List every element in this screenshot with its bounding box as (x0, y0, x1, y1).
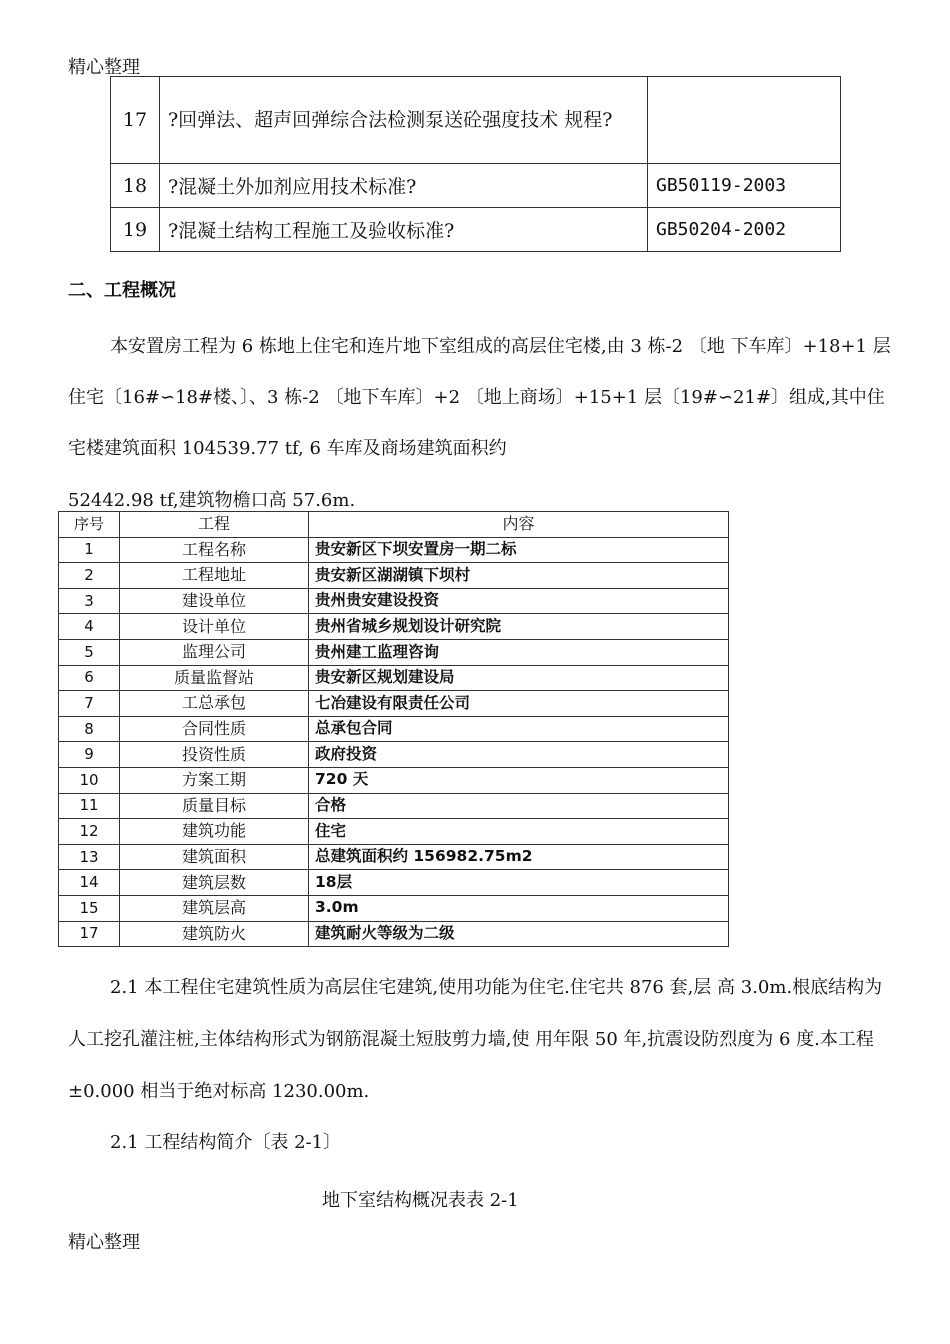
table-row (59, 537, 729, 563)
row-item: 工总承包 (120, 691, 309, 717)
row-item: 合同性质 (120, 716, 309, 742)
row-content: 贵州贵安建设投资 (309, 588, 729, 614)
row-index: 8 (59, 716, 120, 742)
row-item: 建筑层数 (120, 870, 309, 896)
table-row (59, 793, 729, 819)
structure-paragraph: 2.1 本工程住宅建筑性质为高层住宅建筑,使用功能为住宅.住宅共 876 套,层 高 3.0m.根底结构为人工挖孔灌注桩,主体结构形式为钢筋混凝土短肢剪力墙,使 用年限 50 年,抗震设防烈度为 6 度.本工程±0.000 相当于绝对标高 1230.00m. (68, 977, 883, 1102)
table-row (59, 588, 729, 614)
section-title: 二、工程概况 (68, 280, 176, 301)
standard-name: ?混凝土外加剂应用技术标准? (160, 164, 648, 208)
project-info-table (58, 511, 729, 947)
standard-number: 19 (111, 208, 160, 252)
row-index: 15 (59, 895, 120, 921)
row-index: 10 (59, 767, 120, 793)
table-row (59, 742, 729, 768)
standard-number: 17 (111, 77, 160, 164)
row-item: 工程地址 (120, 563, 309, 589)
standards-table (110, 76, 841, 252)
standard-code: GB50119-2003 (648, 164, 841, 208)
row-index: 4 (59, 614, 120, 640)
row-item: 建筑层高 (120, 895, 309, 921)
row-index: 2 (59, 563, 120, 589)
overview-paragraph: 本安置房工程为 6 栋地上住宅和连片地下室组成的高层住宅楼,由 3 栋-2 〔地 下车库〕+18+1 层住宅〔16#∽18#楼、〕、3 栋-2 〔地下车库〕+2 〔地上商场〕+15+1 层〔19#∽21#〕组成,其中住宅楼建筑面积 104539.77 tf, 6 车库及商场建筑面积约 (68, 336, 891, 459)
row-content: 总建筑面积约 156982.75m2 (309, 844, 729, 870)
page-footer: 精心整理 (68, 1232, 140, 1253)
overview-paragraph-end: 52442.98 tf,建筑物檐口高 57.6m. (68, 490, 356, 511)
page-header: 精心整理 (68, 57, 140, 78)
table-row (59, 691, 729, 717)
structure-intro: 2.1 工程结构简介〔表 2-1〕 (110, 1132, 342, 1153)
row-item: 建设单位 (120, 588, 309, 614)
column-header-item: 工程 (120, 512, 309, 538)
column-header-index: 序号 (59, 512, 120, 538)
standard-code: GB50204-2002 (648, 208, 841, 252)
row-content: 720 天 (309, 767, 729, 793)
row-content: 贵安新区湖湖镇下坝村 (309, 563, 729, 589)
row-content: 总承包合同 (309, 716, 729, 742)
table-row (59, 665, 729, 691)
column-header-content: 内容 (309, 512, 729, 538)
table-row (59, 614, 729, 640)
row-item: 投资性质 (120, 742, 309, 768)
row-content: 建筑耐火等级为二级 (309, 921, 729, 947)
row-item: 监理公司 (120, 639, 309, 665)
row-item: 建筑防火 (120, 921, 309, 947)
standard-number: 18 (111, 164, 160, 208)
standard-name: ?回弹法、超声回弹综合法检测泵送砼强度技术 规程? (160, 77, 648, 164)
row-index: 11 (59, 793, 120, 819)
row-index: 7 (59, 691, 120, 717)
row-index: 6 (59, 665, 120, 691)
standard-name: ?混凝土结构工程施工及验收标准? (160, 208, 648, 252)
row-content: 住宅 (309, 819, 729, 845)
row-item: 设计单位 (120, 614, 309, 640)
table-header-row (59, 512, 729, 538)
table-row (59, 716, 729, 742)
row-index: 1 (59, 537, 120, 563)
row-item: 质量目标 (120, 793, 309, 819)
row-content: 18层 (309, 870, 729, 896)
table-row (111, 208, 841, 252)
table-row (59, 870, 729, 896)
row-index: 9 (59, 742, 120, 768)
table-row (59, 639, 729, 665)
row-item: 方案工期 (120, 767, 309, 793)
table-row (59, 921, 729, 947)
table-row (59, 844, 729, 870)
row-content: 贵安新区下坝安置房一期二标 (309, 537, 729, 563)
row-content: 七冶建设有限责任公司 (309, 691, 729, 717)
row-item: 建筑功能 (120, 819, 309, 845)
row-index: 5 (59, 639, 120, 665)
table-row (59, 563, 729, 589)
table-row (59, 819, 729, 845)
standard-code (648, 77, 841, 164)
table-row (59, 767, 729, 793)
table-caption: 地下室结构概况表表 2-1 (322, 1190, 519, 1211)
row-content: 合格 (309, 793, 729, 819)
row-content: 政府投资 (309, 742, 729, 768)
row-content: 贵州建工监理咨询 (309, 639, 729, 665)
row-index: 12 (59, 819, 120, 845)
row-index: 17 (59, 921, 120, 947)
row-content: 贵安新区规划建设局 (309, 665, 729, 691)
row-index: 13 (59, 844, 120, 870)
row-content: 贵州省城乡规划设计研究院 (309, 614, 729, 640)
row-index: 3 (59, 588, 120, 614)
table-row (111, 164, 841, 208)
row-content: 3.0m (309, 895, 729, 921)
row-index: 14 (59, 870, 120, 896)
row-item: 工程名称 (120, 537, 309, 563)
row-item: 质量监督站 (120, 665, 309, 691)
table-row (111, 77, 841, 164)
table-row (59, 895, 729, 921)
row-item: 建筑面积 (120, 844, 309, 870)
